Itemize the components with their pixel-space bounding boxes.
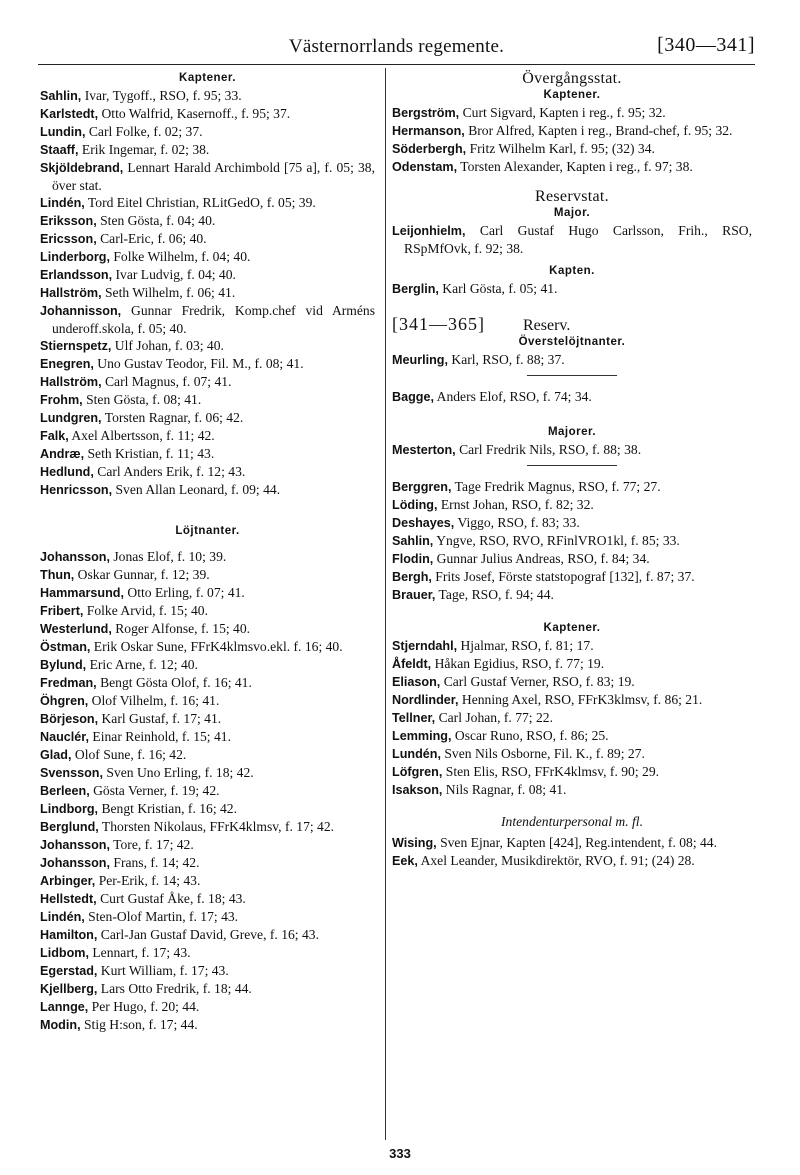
entry-details: Yngve, RSO, RVO, RFinlVRO1kl, f. 85; 33. xyxy=(433,533,680,548)
entry-details: Thorsten Nikolaus, FFrK4klmsv, f. 17; 42. xyxy=(98,819,335,834)
list-item xyxy=(40,908,375,926)
page-range: [340—341] xyxy=(657,34,755,56)
entry-name: Johansson, xyxy=(40,550,110,564)
entry-name: Söderbergh, xyxy=(392,142,467,156)
list-item xyxy=(40,373,375,391)
entry-details: Sten-Olof Martin, f. 17; 43. xyxy=(84,909,239,924)
entry-name: Thun, xyxy=(40,568,75,582)
entry-details: Henning Axel, RSO, FFrK3klmsv, f. 86; 21. xyxy=(458,692,703,707)
list-item xyxy=(392,140,752,158)
entry-name: Odenstam, xyxy=(392,160,458,174)
list-item xyxy=(40,355,375,373)
entry-details: Olof Sune, f. 16; 42. xyxy=(71,747,187,762)
entry-name: Stiernspetz, xyxy=(40,339,112,353)
entry-name: Hallström, xyxy=(40,375,102,389)
entry-details: Carl Folke, f. 02; 37. xyxy=(85,124,203,139)
entry-name: Glad, xyxy=(40,748,72,762)
list-item xyxy=(40,710,375,728)
list-item xyxy=(40,566,375,584)
entry-details: Erik Oskar Sune, FFrK4klmsvo.ekl. f. 16; 40. xyxy=(90,639,343,654)
entry-details: Torsten Ragnar, f. 06; 42. xyxy=(101,410,244,425)
page-header xyxy=(38,30,755,62)
entry-details: Carl-Jan Gustaf David, Greve, f. 16; 43. xyxy=(97,927,319,942)
entry-name: Johansson, xyxy=(40,838,110,852)
list-item xyxy=(392,709,752,727)
entry-name: Svensson, xyxy=(40,766,103,780)
list-item xyxy=(392,834,752,852)
entry-details: Curt Sigvard, Kapten i reg., f. 95; 32. xyxy=(459,105,666,120)
entry-details: Sven Nils Osborne, Fil. K., f. 89; 27. xyxy=(440,746,645,761)
section-title: Övergångsstat. xyxy=(522,70,622,87)
entry-name: Hamilton, xyxy=(40,928,98,942)
entry-name: Östman, xyxy=(40,640,91,654)
entry-name: Bergh, xyxy=(392,570,432,584)
entry-details: Carl Gustaf Hugo Carlsson, Frih., RSO, RSpMfOvk, f. 92; 38. xyxy=(404,223,752,256)
rank-heading: Kaptener. xyxy=(179,72,236,84)
entry-name: Staaff, xyxy=(40,143,79,157)
list-item xyxy=(40,159,375,194)
list-item xyxy=(40,746,375,764)
entry-details: Karl Gösta, f. 05; 41. xyxy=(438,281,558,296)
entry-details: Nils Ragnar, f. 08; 41. xyxy=(442,782,567,797)
entry-name: Lundin, xyxy=(40,125,86,139)
rank-heading: Kapten. xyxy=(549,265,595,277)
list-item xyxy=(40,391,375,409)
list-item xyxy=(40,1016,375,1034)
entry-details: Eric Arne, f. 12; 40. xyxy=(86,657,198,672)
entry-name: Kjellberg, xyxy=(40,982,98,996)
reserv-label: Reserv. xyxy=(523,317,571,334)
reserv-heading xyxy=(392,316,752,334)
list-item xyxy=(40,248,375,266)
list-item xyxy=(392,514,752,532)
entry-details: Carl-Eric, f. 06; 40. xyxy=(96,231,207,246)
entry-details: Oscar Runo, RSO, f. 86; 25. xyxy=(451,728,609,743)
list-item xyxy=(392,637,752,655)
entry-details: Sten Gösta, f. 04; 40. xyxy=(96,213,216,228)
entry-details: Ivar, Tygoff., RSO, f. 95; 33. xyxy=(81,88,242,103)
reserv-range: [341—365] xyxy=(392,314,485,334)
entry-details: Sven Ejnar, Kapten [424], Reg.intendent, f. 08; 44. xyxy=(436,835,718,850)
list-item xyxy=(40,87,375,105)
entry-details: Carl Johan, f. 77; 22. xyxy=(435,710,553,725)
header-rule xyxy=(38,64,755,65)
rank-heading: Majorer. xyxy=(547,426,597,438)
list-item xyxy=(392,655,752,673)
list-item xyxy=(40,620,375,638)
entry-name: Stjerndahl, xyxy=(392,639,458,653)
entry-list xyxy=(392,478,752,604)
entry-details: Olof Vilhelm, f. 16; 41. xyxy=(88,693,220,708)
entry-details: Carl Magnus, f. 07; 41. xyxy=(101,374,232,389)
list-item xyxy=(40,584,375,602)
list-item xyxy=(40,962,375,980)
entry-name: Eek, xyxy=(392,854,418,868)
entry-name: Nauclér, xyxy=(40,730,90,744)
entry-name: Fredman, xyxy=(40,676,97,690)
list-item xyxy=(392,532,752,550)
entry-name: Enegren, xyxy=(40,357,94,371)
entry-name: Lannge, xyxy=(40,1000,89,1014)
list-item xyxy=(40,284,375,302)
entry-name: Westerlund, xyxy=(40,622,112,636)
list-item xyxy=(40,872,375,890)
entry-name: Karlstedt, xyxy=(40,107,99,121)
list-item xyxy=(392,586,752,604)
entry-list xyxy=(392,637,752,799)
list-item xyxy=(392,222,752,257)
list-item xyxy=(40,548,375,566)
entry-name: Eriksson, xyxy=(40,214,97,228)
separator-rule xyxy=(527,465,617,466)
list-item xyxy=(40,337,375,355)
entry-name: Henricsson, xyxy=(40,483,113,497)
list-item xyxy=(40,230,375,248)
entry-name: Börjeson, xyxy=(40,712,99,726)
rank-heading: Överstelöjtnanter. xyxy=(518,336,626,348)
entry-details: Tage, RSO, f. 94; 44. xyxy=(435,587,554,602)
entry-name: Andræ, xyxy=(40,447,85,461)
entry-details: Axel Albertsson, f. 11; 42. xyxy=(68,428,215,443)
list-item xyxy=(40,602,375,620)
entry-name: Tellner, xyxy=(392,711,436,725)
entry-details: Torsten Alexander, Kapten i reg., f. 97; 38. xyxy=(457,159,693,174)
entry-list xyxy=(392,834,752,870)
entry-details: Axel Leander, Musikdirektör, RVO, f. 91; (24) 28. xyxy=(417,853,695,868)
entry-name: Hellstedt, xyxy=(40,892,97,906)
subsection-title: Intendenturpersonal m. fl. xyxy=(501,814,643,829)
entry-details: Sten Elis, RSO, FFrK4klmsv, f. 90; 29. xyxy=(442,764,660,779)
list-item xyxy=(40,212,375,230)
list-item xyxy=(40,266,375,284)
entry-name: Wising, xyxy=(392,836,437,850)
list-item xyxy=(40,692,375,710)
entry-name: Berglund, xyxy=(40,820,99,834)
entry-name: Egerstad, xyxy=(40,964,98,978)
entry-name: Mesterton, xyxy=(392,443,456,457)
entry-details: Carl Gustaf Verner, RSO, f. 83; 19. xyxy=(440,674,635,689)
entry-details: Lennart Harald Archimbold [75 a], f. 05; 38, över stat. xyxy=(52,160,375,193)
entry-name: Lundén, xyxy=(392,747,441,761)
page-title: Västernorrlands regemente. xyxy=(288,36,505,57)
entry-details: Håkan Egidius, RSO, f. 77; 19. xyxy=(431,656,605,671)
entry-list xyxy=(392,351,752,369)
entry-details: Bengt Gösta Olof, f. 16; 41. xyxy=(96,675,252,690)
entry-details: Lennart, f. 17; 43. xyxy=(88,945,191,960)
entry-list xyxy=(392,280,752,298)
entry-details: Stig H:son, f. 17; 44. xyxy=(80,1017,198,1032)
entry-details: Bengt Kristian, f. 16; 42. xyxy=(98,801,238,816)
entry-list xyxy=(40,87,375,499)
entry-name: Öhgren, xyxy=(40,694,89,708)
entry-details: Folke Arvid, f. 15; 40. xyxy=(83,603,208,618)
list-item xyxy=(40,123,375,141)
entry-details: Karl, RSO, f. 88; 37. xyxy=(447,352,565,367)
list-item xyxy=(40,854,375,872)
entry-name: Löfgren, xyxy=(392,765,443,779)
entry-details: Viggo, RSO, f. 83; 33. xyxy=(454,515,580,530)
entry-details: Gunnar Fredrik, Komp.chef vid Arméns underoff.skola, f. 05; 40. xyxy=(52,303,375,336)
entry-details: Curt Gustaf Åke, f. 18; 43. xyxy=(96,891,246,906)
entry-name: Flodin, xyxy=(392,552,434,566)
list-item xyxy=(40,409,375,427)
rank-heading: Major. xyxy=(553,207,591,219)
entry-name: Sahlin, xyxy=(40,89,82,103)
entry-name: Johansson, xyxy=(40,856,110,870)
entry-list xyxy=(40,548,375,1034)
entry-details: Frits Josef, Förste statstopograf [132], f. 87; 37. xyxy=(431,569,695,584)
entry-details: Ulf Johan, f. 03; 40. xyxy=(111,338,224,353)
section-title: Reservstat. xyxy=(535,188,609,205)
list-item xyxy=(392,104,752,122)
entry-details: Karl Gustaf, f. 17; 41. xyxy=(98,711,222,726)
entry-name: Leijonhielm, xyxy=(392,224,466,238)
entry-details: Gunnar Julius Andreas, RSO, f. 84; 34. xyxy=(433,551,650,566)
rank-heading: Kaptener. xyxy=(543,89,601,101)
entry-details: Otto Erling, f. 07; 41. xyxy=(123,585,245,600)
rank-heading: Löjtnanter. xyxy=(175,525,240,537)
rank-heading: Kaptener. xyxy=(543,622,601,634)
list-item xyxy=(392,852,752,870)
entry-name: Fribert, xyxy=(40,604,84,618)
entry-details: Frans, f. 14; 42. xyxy=(109,855,200,870)
entry-name: Sahlin, xyxy=(392,534,434,548)
list-item xyxy=(392,673,752,691)
right-column xyxy=(392,70,752,870)
entry-details: Otto Walfrid, Kasernoff., f. 95; 37. xyxy=(98,106,291,121)
entry-name: Brauer, xyxy=(392,588,436,602)
entry-details: Sven Uno Erling, f. 18; 42. xyxy=(103,765,254,780)
entry-details: Ernst Johan, RSO, f. 82; 32. xyxy=(437,497,594,512)
entry-details: Lars Otto Fredrik, f. 18; 44. xyxy=(97,981,252,996)
column-divider xyxy=(385,68,386,1140)
list-item xyxy=(40,980,375,998)
list-item xyxy=(392,388,752,406)
entry-details: Folke Wilhelm, f. 04; 40. xyxy=(109,249,251,264)
entry-name: Arbinger, xyxy=(40,874,96,888)
entry-name: Berggren, xyxy=(392,480,452,494)
entry-details: Kurt William, f. 17; 43. xyxy=(97,963,229,978)
entry-name: Meurling, xyxy=(392,353,448,367)
list-item xyxy=(40,782,375,800)
list-item xyxy=(40,638,375,656)
entry-name: Eliason, xyxy=(392,675,441,689)
entry-name: Lindén, xyxy=(40,910,85,924)
entry-name: Isakson, xyxy=(392,783,443,797)
entry-name: Linderborg, xyxy=(40,250,110,264)
entry-name: Deshayes, xyxy=(392,516,455,530)
list-item xyxy=(40,302,375,337)
list-item xyxy=(392,280,752,298)
list-item xyxy=(40,764,375,782)
list-item xyxy=(40,656,375,674)
list-item xyxy=(40,105,375,123)
list-item xyxy=(40,818,375,836)
list-item xyxy=(40,427,375,445)
entry-name: Frohm, xyxy=(40,393,83,407)
entry-name: Lindborg, xyxy=(40,802,99,816)
list-item xyxy=(392,158,752,176)
entry-details: Tord Eitel Christian, RLitGedO, f. 05; 39. xyxy=(84,195,316,210)
entry-list xyxy=(392,222,752,257)
list-item xyxy=(392,351,752,369)
entry-name: Berleen, xyxy=(40,784,90,798)
entry-name: Lemming, xyxy=(392,729,452,743)
entry-details: Hjalmar, RSO, f. 81; 17. xyxy=(457,638,594,653)
entry-list xyxy=(392,104,752,176)
entry-list xyxy=(392,441,752,459)
list-item xyxy=(40,481,375,499)
page-number: 333 xyxy=(389,1146,411,1161)
entry-name: Falk, xyxy=(40,429,69,443)
list-item xyxy=(392,478,752,496)
left-column xyxy=(40,70,375,1034)
list-item xyxy=(40,944,375,962)
entry-name: Lundgren, xyxy=(40,411,102,425)
entry-details: Ivar Ludvig, f. 04; 40. xyxy=(112,267,236,282)
entry-details: Gösta Verner, f. 19; 42. xyxy=(89,783,220,798)
entry-name: Lindén, xyxy=(40,196,85,210)
entry-details: Sten Gösta, f. 08; 41. xyxy=(82,392,202,407)
entry-name: Erlandsson, xyxy=(40,268,113,282)
entry-name: Skjöldebrand, xyxy=(40,161,124,175)
list-item xyxy=(40,674,375,692)
entry-details: Seth Wilhelm, f. 06; 41. xyxy=(101,285,236,300)
list-item xyxy=(392,496,752,514)
list-item xyxy=(40,141,375,159)
entry-name: Hammarsund, xyxy=(40,586,124,600)
list-item xyxy=(392,745,752,763)
list-item xyxy=(40,800,375,818)
entry-details: Per-Erik, f. 14; 43. xyxy=(95,873,201,888)
entry-name: Löding, xyxy=(392,498,438,512)
list-item xyxy=(392,691,752,709)
entry-details: Sven Allan Leonard, f. 09; 44. xyxy=(112,482,281,497)
list-item xyxy=(40,890,375,908)
entry-name: Lidbom, xyxy=(40,946,89,960)
entry-details: Per Hugo, f. 20; 44. xyxy=(88,999,200,1014)
entry-details: Erik Ingemar, f. 02; 38. xyxy=(78,142,210,157)
entry-details: Oskar Gunnar, f. 12; 39. xyxy=(74,567,210,582)
list-item xyxy=(40,194,375,212)
entry-details: Einar Reinhold, f. 15; 41. xyxy=(89,729,231,744)
entry-details: Carl Anders Erik, f. 12; 43. xyxy=(93,464,246,479)
list-item xyxy=(392,122,752,140)
entry-details: Anders Elof, RSO, f. 74; 34. xyxy=(434,389,592,404)
list-item xyxy=(392,781,752,799)
entry-details: Carl Fredrik Nils, RSO, f. 88; 38. xyxy=(455,442,642,457)
list-item xyxy=(392,763,752,781)
entry-name: Bergström, xyxy=(392,106,460,120)
entry-name: Hedlund, xyxy=(40,465,94,479)
entry-details: Seth Kristian, f. 11; 43. xyxy=(84,446,215,461)
entry-details: Bror Alfred, Kapten i reg., Brand-chef, f. 95; 32. xyxy=(464,123,733,138)
entry-name: Hermanson, xyxy=(392,124,465,138)
entry-details: Fritz Wilhelm Karl, f. 95; (32) 34. xyxy=(466,141,655,156)
entry-name: Ericsson, xyxy=(40,232,97,246)
entry-details: Tage Fredrik Magnus, RSO, f. 77; 27. xyxy=(451,479,661,494)
entry-name: Johannisson, xyxy=(40,304,122,318)
list-item xyxy=(392,568,752,586)
entry-name: Hallström, xyxy=(40,286,102,300)
entry-name: Bagge, xyxy=(392,390,434,404)
separator-rule xyxy=(527,375,617,376)
entry-details: Uno Gustav Teodor, Fil. M., f. 08; 41. xyxy=(93,356,304,371)
entry-details: Tore, f. 17; 42. xyxy=(109,837,194,852)
list-item xyxy=(40,445,375,463)
entry-name: Modin, xyxy=(40,1018,81,1032)
entry-details: Roger Alfonse, f. 15; 40. xyxy=(111,621,251,636)
list-item xyxy=(40,836,375,854)
entry-name: Nordlinder, xyxy=(392,693,459,707)
list-item xyxy=(392,550,752,568)
entry-name: Bylund, xyxy=(40,658,87,672)
list-item xyxy=(40,728,375,746)
list-item xyxy=(392,727,752,745)
list-item xyxy=(40,926,375,944)
list-item xyxy=(40,998,375,1016)
entry-name: Berglin, xyxy=(392,282,439,296)
entry-name: Åfeldt, xyxy=(392,657,432,671)
list-item xyxy=(392,441,752,459)
list-item xyxy=(40,463,375,481)
entry-details: Jonas Elof, f. 10; 39. xyxy=(109,549,227,564)
